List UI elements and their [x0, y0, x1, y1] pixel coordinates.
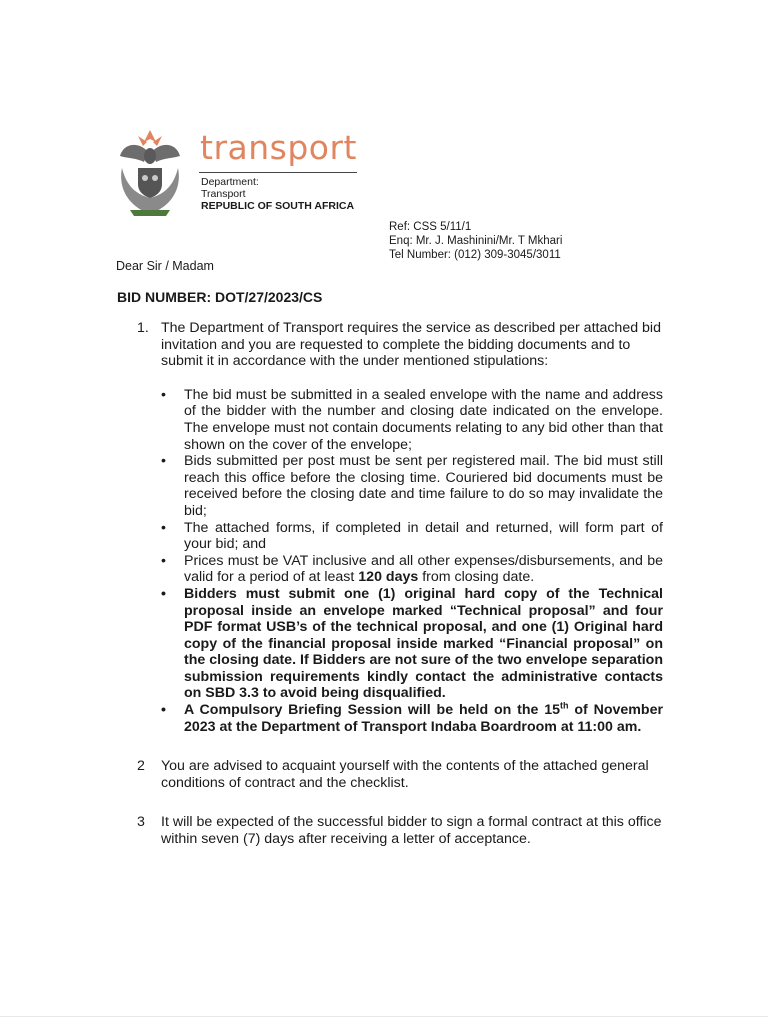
numbered-item-1 — [137, 320, 663, 370]
ref-line: Ref: CSS 5/11/1 — [389, 221, 472, 233]
bid-number-heading: BID NUMBER: DOT/27/2023/CS — [117, 289, 323, 305]
coat-of-arms-icon — [114, 128, 186, 220]
page-edge-line — [0, 1016, 768, 1017]
enquiry-line: Enq: Mr. J. Mashinini/Mr. T Mkhari — [389, 235, 563, 247]
bullet-icon: • — [161, 519, 166, 536]
bullet-icon: • — [161, 552, 166, 569]
letterhead-divider — [199, 172, 357, 173]
list-item: • Bids submitted per post must be sent per registered mail. The bid must still reach this office before the closing time. Couriered bid documents must be received before the closing date and time failure to do so may invalidate the bid; — [161, 453, 663, 519]
item-number: 2 — [137, 758, 145, 775]
item-text: The Department of Transport requires the service as described per attached bid invitation and you are requested to complete the bidding documents and to submit it in accordance with the under mentioned stipulations: — [161, 320, 661, 370]
department-block — [201, 176, 354, 212]
list-item: • The bid must be submitted in a sealed envelope with the name and address of the bidder with the number and closing date indicated on the envelope. The envelope must not contain documents relating to any bid other than that shown on the cover of the envelope; — [161, 386, 663, 453]
item-number: 1. — [137, 320, 149, 336]
tel-line: Tel Number: (012) 309-3045/3011 — [389, 249, 561, 261]
country-name: REPUBLIC OF SOUTH AFRICA — [201, 200, 355, 212]
dept-label: Department: — [201, 176, 259, 188]
letter-body — [137, 320, 663, 848]
bullet-icon: • — [161, 386, 166, 403]
bullet-icon: • — [161, 702, 166, 719]
item-text: It will be expected of the successful bidder to sign a formal contract at this office within seven (7) days after receiving a letter of acceptance. — [161, 814, 662, 848]
list-item: • A Compulsory Briefing Session will be held on the 15th of November 2023 at the Department of Transport Indaba Boardroom at 11:00 am. — [161, 700, 663, 735]
numbered-item-3 — [137, 814, 663, 847]
salutation: Dear Sir / Madam — [116, 259, 214, 273]
list-item: • Bidders must submit one (1) original hard copy of the Technical proposal inside an envelope marked “Technical proposal” and four PDF format USB’s of the technical proposal, and one (1) Original hard copy of the financial proposal inside marked “Financial proposal” on the closing date. If Bidders are not sure of the two envelope separation submission requirements kindly contact the administrative contacts on SBD 3.3 to avoid being disqualified. — [161, 585, 663, 702]
dept-name: Transport — [201, 188, 246, 200]
item-text: You are advised to acquaint yourself with the contents of the attached general conditions of contract and the checklist. — [161, 758, 649, 791]
bullet-icon: • — [161, 585, 166, 602]
reference-block — [389, 220, 562, 262]
list-item: • Prices must be VAT inclusive and all other expenses/disbursements, and be valid for a period of at least 120 days from closing date. — [161, 552, 663, 586]
stipulations-list — [137, 387, 663, 735]
item-number: 3 — [137, 814, 145, 831]
numbered-item-2 — [137, 758, 663, 791]
brand-wordmark: transport — [200, 128, 357, 167]
list-item: • The attached forms, if completed in detail and returned, will form part of your bid; and — [161, 519, 663, 553]
bullet-icon: • — [161, 453, 166, 470]
